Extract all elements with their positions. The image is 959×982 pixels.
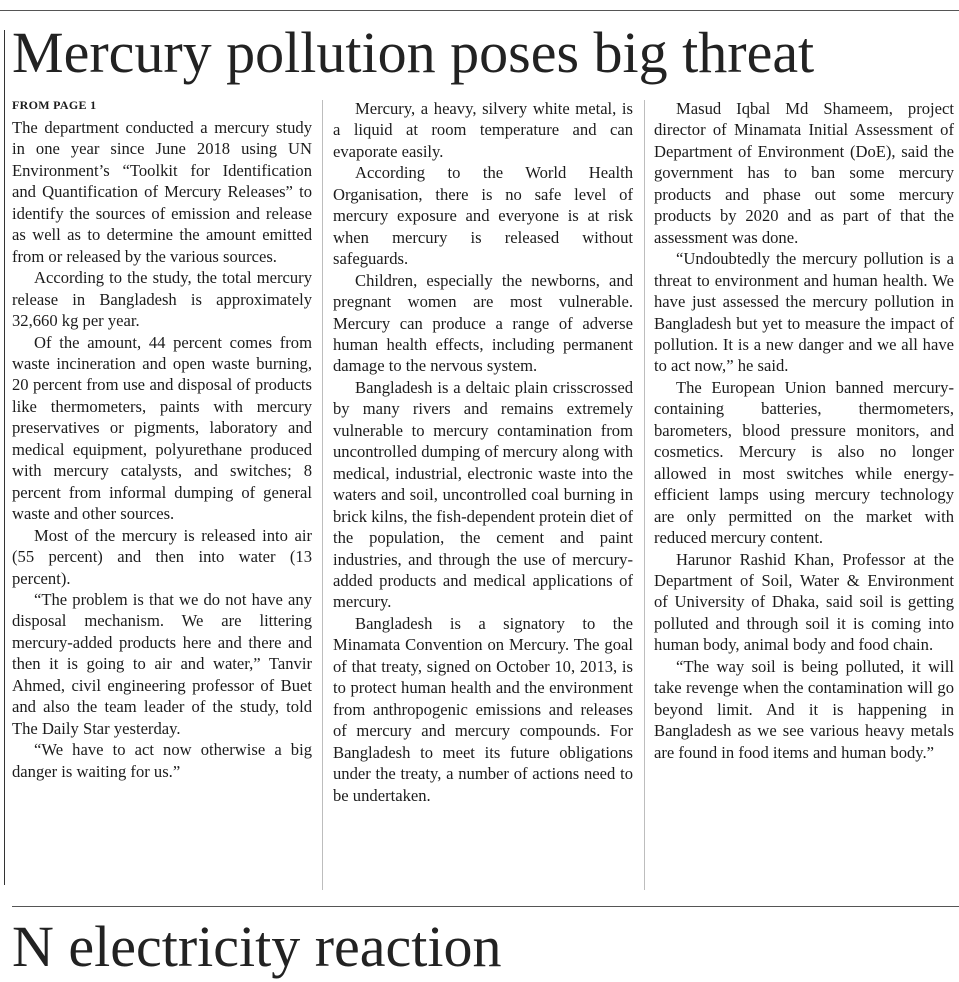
column-separator [644,100,645,890]
paragraph: “The problem is that we do not have any disposal mechanism. We are littering mercury-added products here and there and then it is going to air and water,” Tanvir Ahmed, civil engineering professor of Buet and also the team leader of the study, told The Daily Star yesterday. [12,589,312,738]
continuation-label: FROM PAGE 1 [12,98,97,112]
paragraph: “Undoubtedly the mercury pollution is a threat to environment and human health. We have just assessed the mercury pollution in Bangladesh but yet to measure the impact of pollution. It is a new danger and we all have to act now,” he said. [654,249,954,376]
column-separator [322,100,323,890]
paragraph: Masud Iqbal Md Shameem, project director of Minamata Initial Assessment of Department of Environment (DoE), said the government has to ban some mercury products and phase out some mercury products by 2020 and as part of that the assessment was done. [654,99,954,247]
paragraph: Bangladesh is a signatory to the Minamata Convention on Mercury. The goal of that treaty, signed on October 10, 2013, is to protect human health and the environment from anthropogenic emissions and releases of mercury and mercury compounds. For Bangladesh to meet its future obligations under the treaty, a number of actions need to be undertaken. [333,613,633,805]
paragraph: The European Union banned mercury-containing batteries, thermometers, barometers, blood pressure monitors, and cosmetics. Mercury is also no longer allowed in most switches while energy-efficient lamps using mercury technology are only permitted on the market with reduced mercury content. [654,377,954,548]
paragraph: According to the World Health Organisation, there is no safe level of mercury exposure and everyone is at risk when mercury is released without safeguards. [333,163,633,269]
paragraph: Children, especially the newborns, and pregnant women are most vulnerable. Mercury can produce a range of adverse human health effects, including permanent damage to the nervous system. [333,270,633,376]
paragraph: Most of the mercury is released into air (55 percent) and then into water (13 percent). [12,525,312,588]
paragraph: Mercury, a heavy, silvery white metal, is a liquid at room temperature and can evaporate easily. [333,99,633,161]
paragraph: Bangladesh is a deltaic plain crisscrossed by many rivers and remains extremely vulnerable to mercury contamination from uncontrolled dumping of mercury along with medical, industrial, electronic waste into the waters and soil, uncontrolled coal burning in brick kilns, the fish-dependent protein diet of the population, the cement and paint industries, and through the use of mercury-added products and medical applications of mercury. [333,377,633,612]
paragraph: “We have to act now otherwise a big danger is waiting for us.” [12,740,312,781]
next-headline-text: N electricity reaction [12,914,502,979]
article-column-1 [12,117,312,782]
bottom-rule [12,906,959,907]
article-column-3 [654,98,954,763]
article-headline: Mercury pollution poses big threat [12,20,815,85]
left-rule [4,30,5,885]
paragraph: “The way soil is being polluted, it will take revenge when the contamination will go beyond limit. And it is happening in Bangladesh as we see various heavy metals are found in food items and human body.” [654,656,954,762]
paragraph: Harunor Rashid Khan, Professor at the Department of Soil, Water & Environment of University of Dhaka, said soil is getting polluted and through soil it is coming into human body, animal body and food chain. [654,549,954,655]
article-column-2 [333,98,633,806]
paragraph: The department conducted a mercury study in one year since June 2018 using UN Environment’s “Toolkit for Identification and Quantification of Mercury Releases” to identify the sources of emission and release as well as to determine the amount emitted from or released by the various sources. [12,118,312,266]
next-article-headline-fragment [12,912,959,979]
top-rule [0,10,959,11]
paragraph: Of the amount, 44 percent comes from waste incineration and open waste burning, 20 percent from use and disposal of products like thermometers, paints with mercury preservatives or pigments, laboratory and medical equipment, polyurethane produced with mercury catalysts, and switches; 8 percent from informal dumping of general waste and other sources. [12,332,312,524]
paragraph: According to the study, the total mercury release in Bangladesh is approximately 32,660 kg per year. [12,268,312,331]
